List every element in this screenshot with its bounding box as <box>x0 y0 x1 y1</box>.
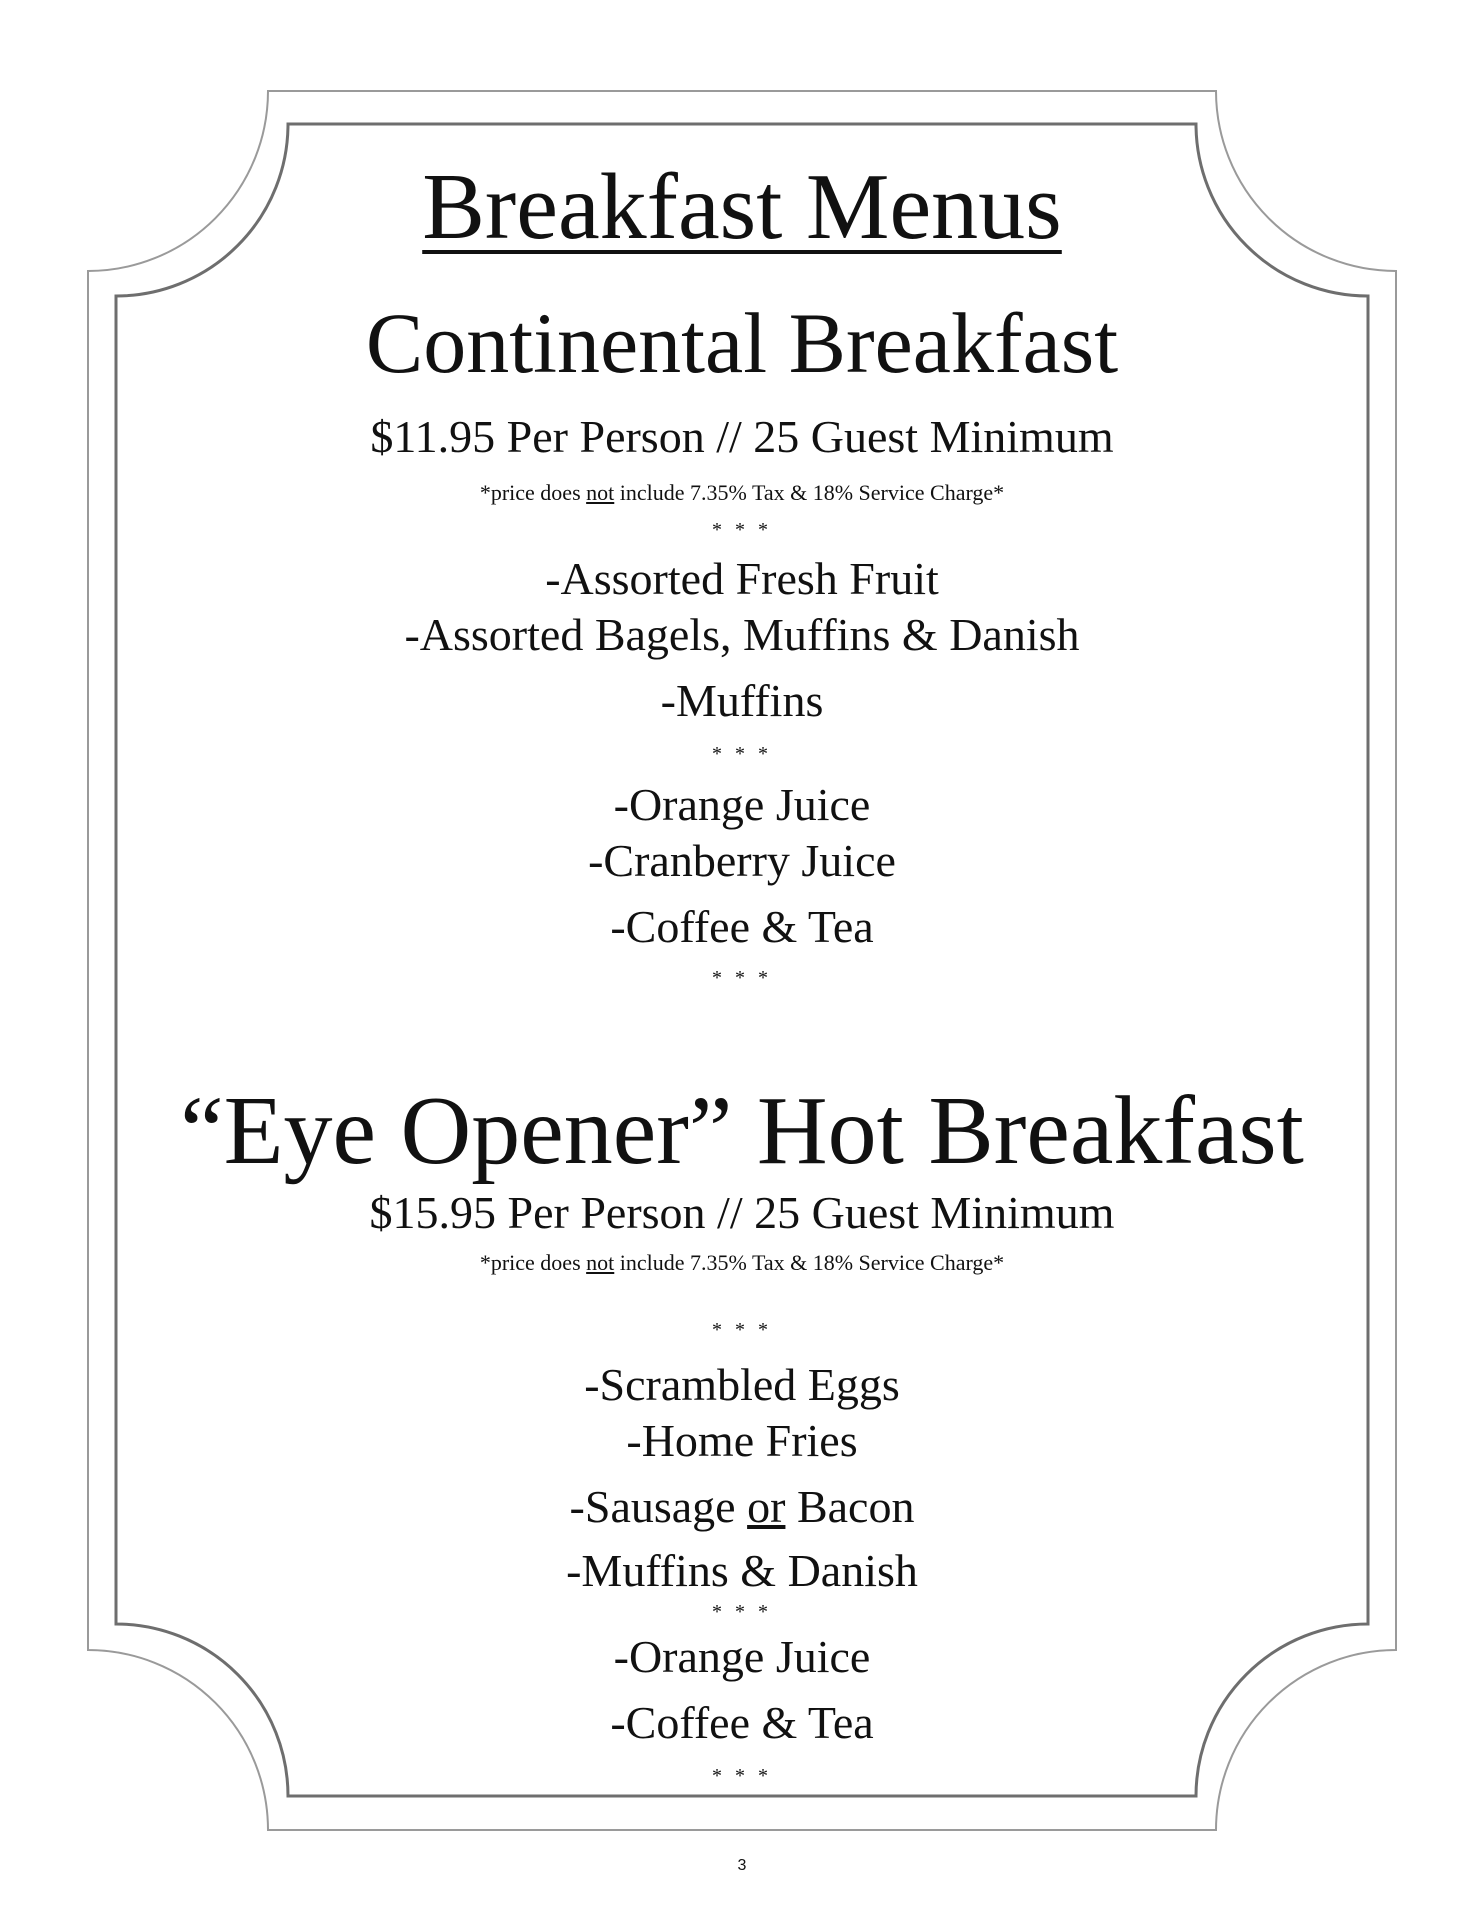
separator: * * * <box>712 1319 772 1341</box>
separator: * * * <box>712 967 772 989</box>
section-title: Continental Breakfast <box>365 295 1119 391</box>
page-number: 3 <box>737 1857 747 1874</box>
menu-item: -Assorted Bagels, Muffins & Danish <box>404 609 1080 660</box>
menu-item: -Cranberry Juice <box>588 835 896 886</box>
menu-item: -Coffee & Tea <box>610 901 874 952</box>
separator: * * * <box>712 743 772 765</box>
price-note: *price does not include 7.35% Tax & 18% Service Charge* <box>479 480 1005 505</box>
separator: * * * <box>712 1765 772 1787</box>
menu-item: -Orange Juice <box>613 1631 871 1682</box>
separator: * * * <box>712 1601 772 1623</box>
menu-item: -Muffins <box>660 675 824 726</box>
menu-item: -Sausage or Bacon <box>569 1481 915 1532</box>
menu-item: -Muffins & Danish <box>566 1545 918 1596</box>
menu-item: -Coffee & Tea <box>610 1697 874 1748</box>
menu-item: -Scrambled Eggs <box>584 1359 900 1410</box>
price-note: *price does not include 7.35% Tax & 18% Service Charge* <box>479 1250 1005 1275</box>
price-line: $11.95 Per Person // 25 Guest Minimum <box>370 411 1114 462</box>
price-line: $15.95 Per Person // 25 Guest Minimum <box>369 1187 1115 1238</box>
page-title: Breakfast Menus <box>422 155 1062 259</box>
section-title: “Eye Opener” Hot Breakfast <box>180 1077 1304 1185</box>
menu-item: -Assorted Fresh Fruit <box>545 553 939 604</box>
separator: * * * <box>712 519 772 541</box>
menu-item: -Orange Juice <box>613 779 871 830</box>
menu-item: -Home Fries <box>626 1415 858 1466</box>
